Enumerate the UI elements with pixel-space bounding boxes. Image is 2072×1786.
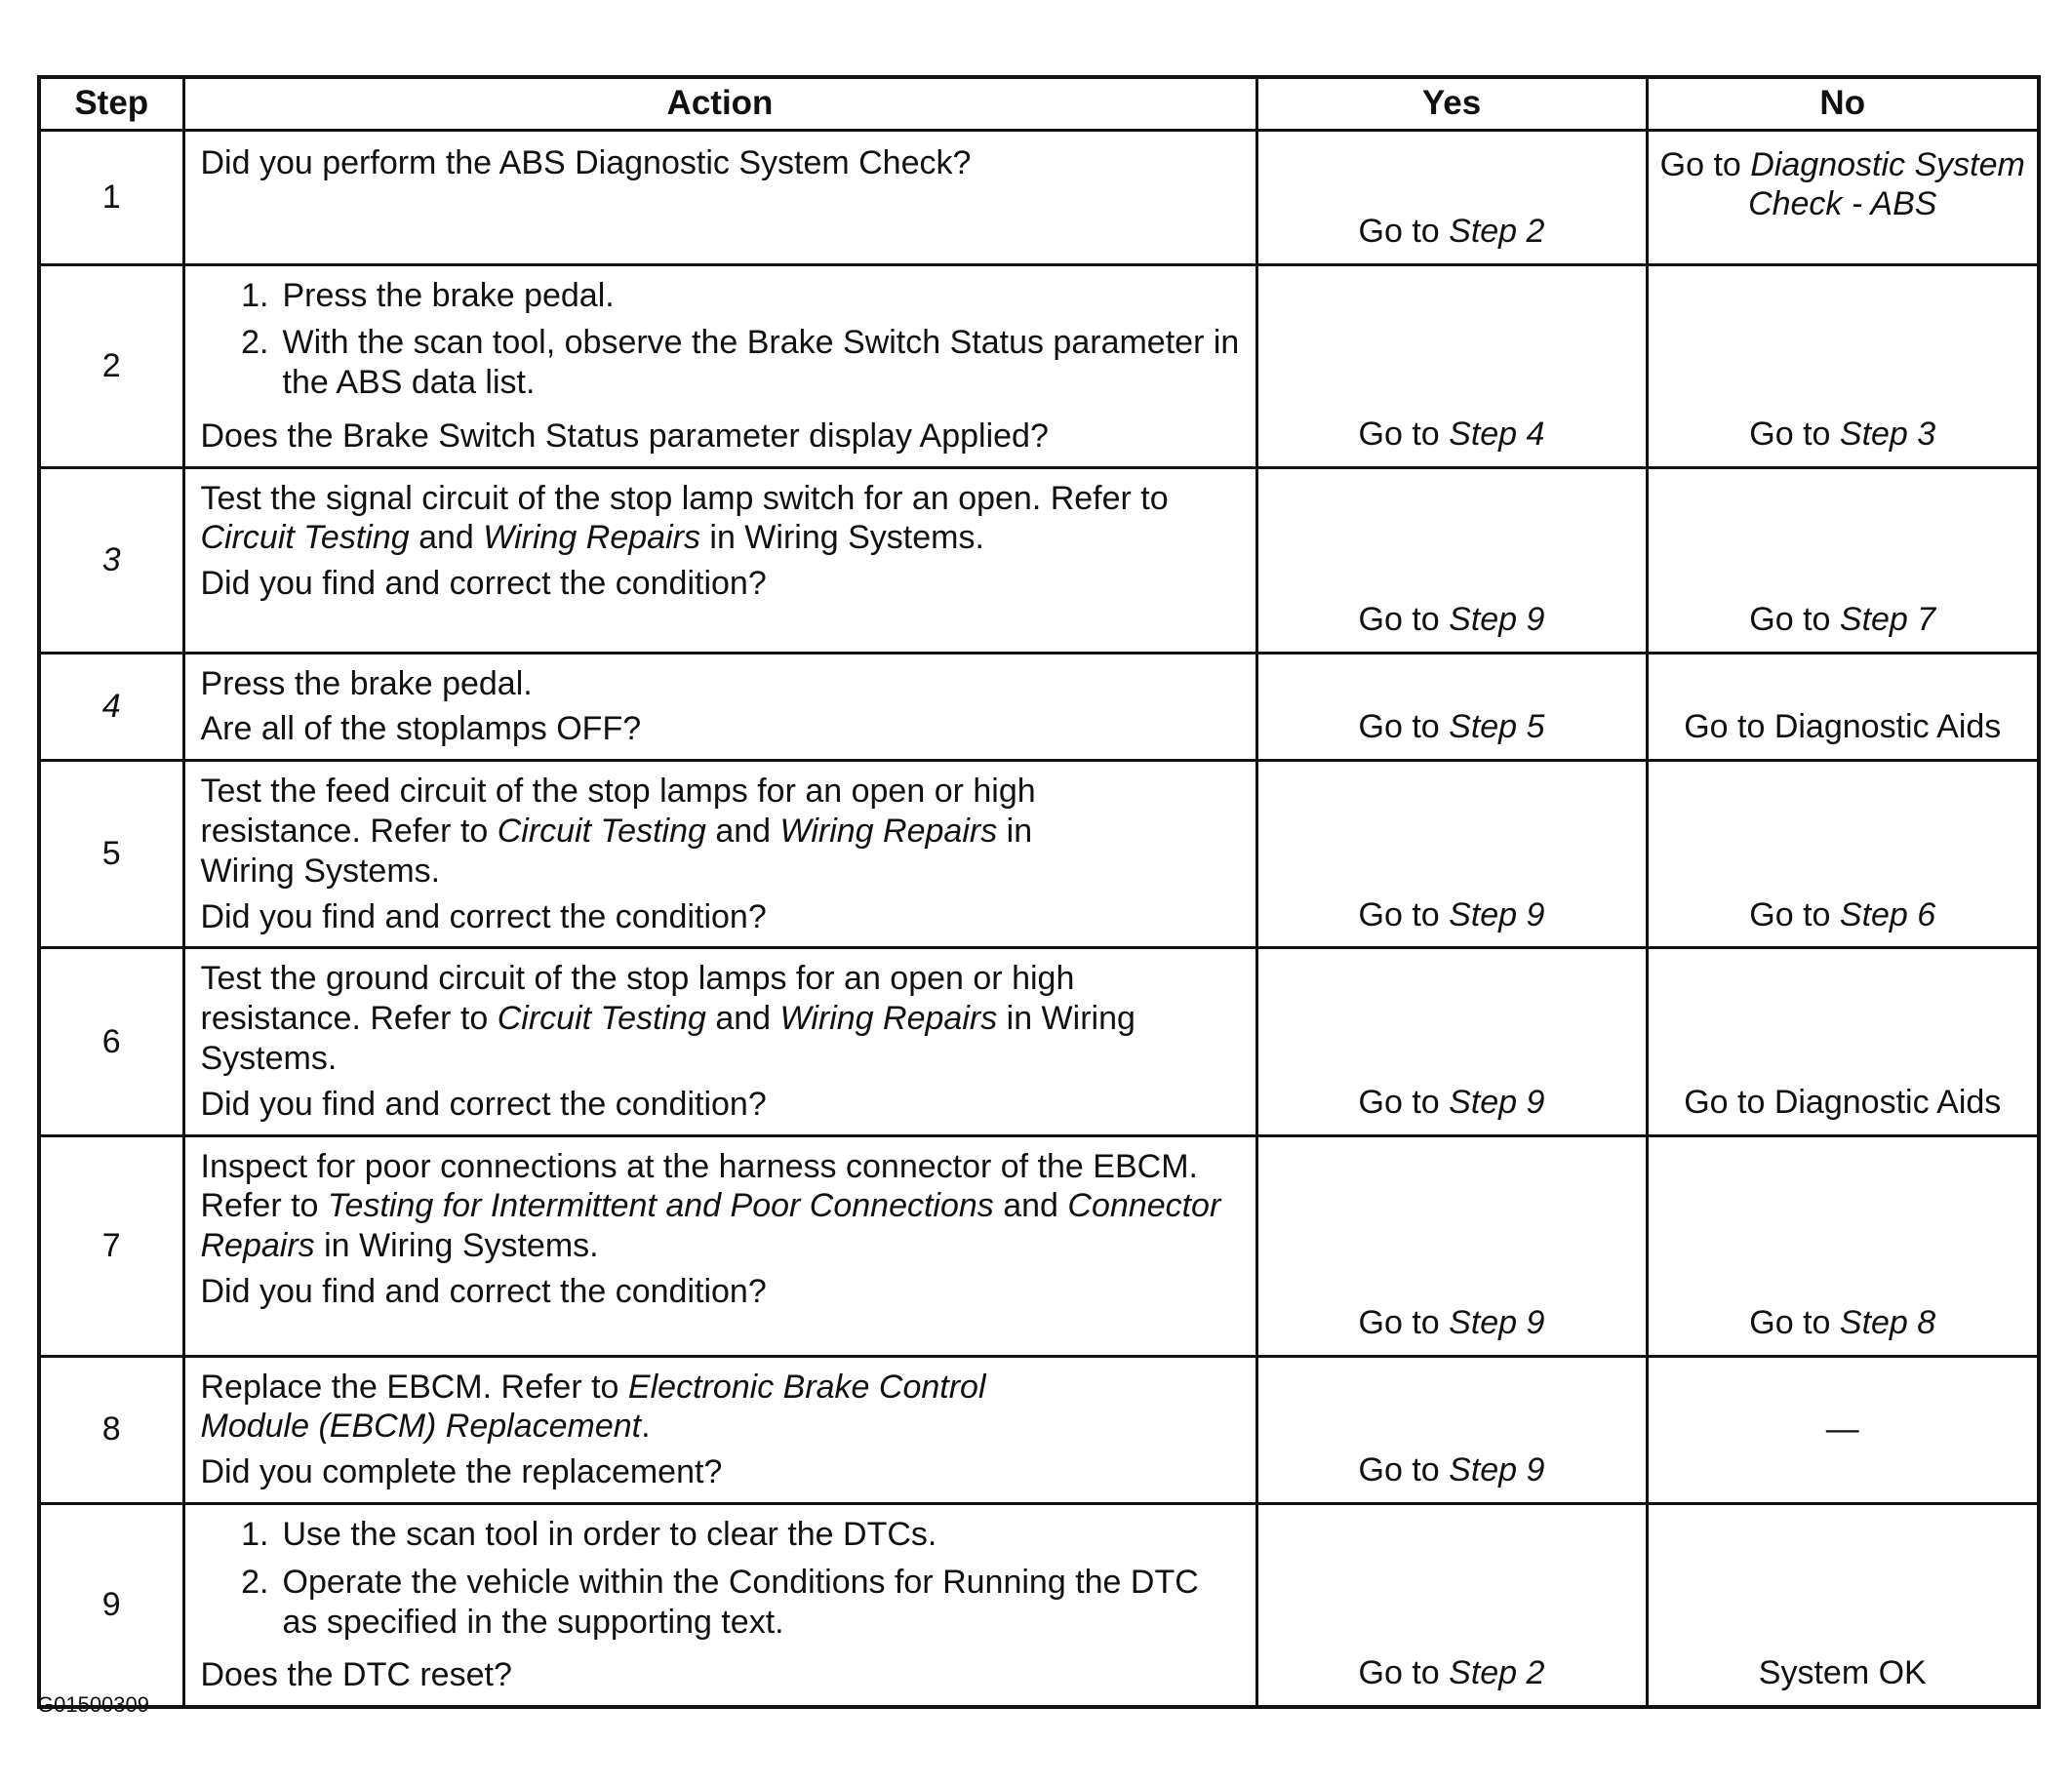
list-item (201, 1563, 1240, 1643)
list-text: Operate the vehicle within the Conditions for Running the DTC as specified in the supporting text. (282, 1563, 1199, 1641)
no-cell: System OK (1647, 1504, 2039, 1708)
figure-id: G01500309 (37, 1692, 149, 1717)
table-row (39, 1504, 2039, 1708)
list-text: With the scan tool, observe the Brake Switch Status parameter in the ABS data list. (282, 324, 1240, 402)
header-step: Step (39, 77, 183, 130)
step-number: 5 (39, 761, 183, 948)
table-row (39, 130, 2039, 264)
yes-step-ref: Step 2 (1449, 1654, 1545, 1692)
header-yes: Yes (1256, 77, 1647, 130)
yes-prefix: Go to (1358, 1303, 1450, 1341)
question-text: Are all of the stoplamps OFF? (200, 710, 642, 748)
no-step-ref: Step 3 (1839, 415, 1936, 453)
no-cell (1647, 467, 2039, 653)
action-text: Test the signal circuit of the stop lamp switch for an open. Refer to Circuit Testing and Wiring Repairs in Wiring Systems. (200, 479, 1169, 557)
list-text: Use the scan tool in order to clear the DTCs. (282, 1516, 937, 1554)
no-cell: — (1647, 1356, 2039, 1503)
action-list (201, 276, 1240, 411)
yes-prefix: Go to (1358, 600, 1450, 638)
yes-cell (1256, 1135, 1647, 1356)
yes-step-ref: Step 9 (1449, 1451, 1545, 1489)
step-number: 3 (39, 467, 183, 653)
action-cell (183, 761, 1256, 948)
action-list (201, 1515, 1240, 1649)
yes-cell (1256, 948, 1647, 1135)
no-cell (1647, 130, 2039, 264)
no-step-ref: Step 6 (1839, 895, 1936, 933)
header-row (39, 77, 2039, 130)
list-number: 1. (241, 276, 269, 314)
step-number: 9 (39, 1504, 183, 1708)
table-row (39, 653, 2039, 761)
action-cell (183, 130, 1256, 264)
header-action: Action (183, 77, 1256, 130)
step-number: 2 (39, 264, 183, 467)
yes-prefix: Go to (1358, 895, 1450, 933)
yes-step-ref: Step 5 (1449, 708, 1545, 746)
action-cell (183, 1504, 1256, 1708)
question-text: Did you complete the replacement? (200, 1453, 723, 1491)
table-row (39, 467, 2039, 653)
list-item (201, 1515, 1240, 1555)
step-number: 7 (39, 1135, 183, 1356)
yes-prefix: Go to (1358, 212, 1450, 250)
no-cell (1647, 264, 2039, 467)
no-cell: Go to Diagnostic Aids (1647, 948, 2039, 1135)
yes-cell (1256, 130, 1647, 264)
yes-cell (1256, 653, 1647, 761)
no-prefix: Go to (1749, 415, 1840, 453)
yes-prefix: Go to (1358, 1654, 1450, 1692)
list-number: 2. (241, 1563, 269, 1601)
yes-step-ref: Step 9 (1449, 1303, 1545, 1341)
step-number: 6 (39, 948, 183, 1135)
question-text: Does the Brake Switch Status parameter display Applied? (200, 417, 1049, 455)
step-number: 4 (39, 653, 183, 761)
yes-prefix: Go to (1358, 708, 1450, 746)
no-prefix: Go to (1749, 600, 1840, 638)
action-cell (183, 467, 1256, 653)
no-prefix: Go to (1749, 895, 1840, 933)
yes-step-ref: Step 4 (1449, 415, 1545, 453)
list-text: Press the brake pedal. (282, 276, 615, 314)
action-text: Did you perform the ABS Diagnostic System Check? (200, 143, 972, 181)
question-text: Did you find and correct the condition? (200, 897, 767, 935)
yes-prefix: Go to (1358, 415, 1450, 453)
header-no: No (1647, 77, 2039, 130)
yes-step-ref: Step 2 (1449, 212, 1545, 250)
action-text: Test the feed circuit of the stop lamps for an open or high resistance. Refer to Circuit Testing and Wiring Repairs in Wiring Systems. (200, 773, 1036, 890)
no-cell (1647, 1135, 2039, 1356)
action-text: Replace the EBCM. Refer to Electronic Brake Control Module (EBCM) Replacement. (200, 1368, 986, 1446)
action-text: Inspect for poor connections at the harness connector of the EBCM. Refer to Testing for Intermittent and Poor Connections and Connector Repairs in Wiring Systems. (200, 1147, 1221, 1265)
yes-cell (1256, 761, 1647, 948)
yes-cell (1256, 264, 1647, 467)
no-step-ref: Step 8 (1839, 1303, 1936, 1341)
yes-prefix: Go to (1358, 1451, 1450, 1489)
yes-cell (1256, 1504, 1647, 1708)
yes-cell (1256, 1356, 1647, 1503)
no-cell: Go to Diagnostic Aids (1647, 653, 2039, 761)
table-row (39, 1135, 2039, 1356)
yes-step-ref: Step 9 (1449, 600, 1545, 638)
yes-step-ref: Step 9 (1449, 895, 1545, 933)
diagnostic-table (37, 75, 2041, 1709)
action-cell (183, 1356, 1256, 1503)
question-text: Did you find and correct the condition? (200, 565, 767, 603)
question-text: Did you find and correct the condition? (200, 1273, 767, 1311)
table-row (39, 264, 2039, 467)
action-text: Press the brake pedal. (200, 664, 533, 702)
list-number: 1. (241, 1516, 269, 1554)
yes-cell (1256, 467, 1647, 653)
table-row (39, 1356, 2039, 1503)
step-number: 1 (39, 130, 183, 264)
table-row (39, 761, 2039, 948)
no-cell (1647, 761, 2039, 948)
list-item (201, 323, 1240, 403)
list-item (201, 276, 1240, 316)
action-cell (183, 264, 1256, 467)
no-prefix: Go to (1749, 1303, 1840, 1341)
no-reference: Diagnostic System Check - ABS (1748, 145, 2025, 223)
table-row (39, 948, 2039, 1135)
question-text: Does the DTC reset? (200, 1656, 512, 1694)
action-cell (183, 1135, 1256, 1356)
yes-prefix: Go to (1358, 1083, 1450, 1121)
no-prefix: Go to (1659, 145, 1751, 183)
step-number: 8 (39, 1356, 183, 1503)
yes-step-ref: Step 9 (1449, 1083, 1545, 1121)
action-cell (183, 948, 1256, 1135)
list-number: 2. (241, 324, 269, 362)
action-text: Test the ground circuit of the stop lamps for an open or high resistance. Refer to Circuit Testing and Wiring Repairs in Wiring Systems. (200, 960, 1136, 1078)
no-step-ref: Step 7 (1839, 600, 1936, 638)
action-cell (183, 653, 1256, 761)
question-text: Did you find and correct the condition? (200, 1085, 767, 1123)
